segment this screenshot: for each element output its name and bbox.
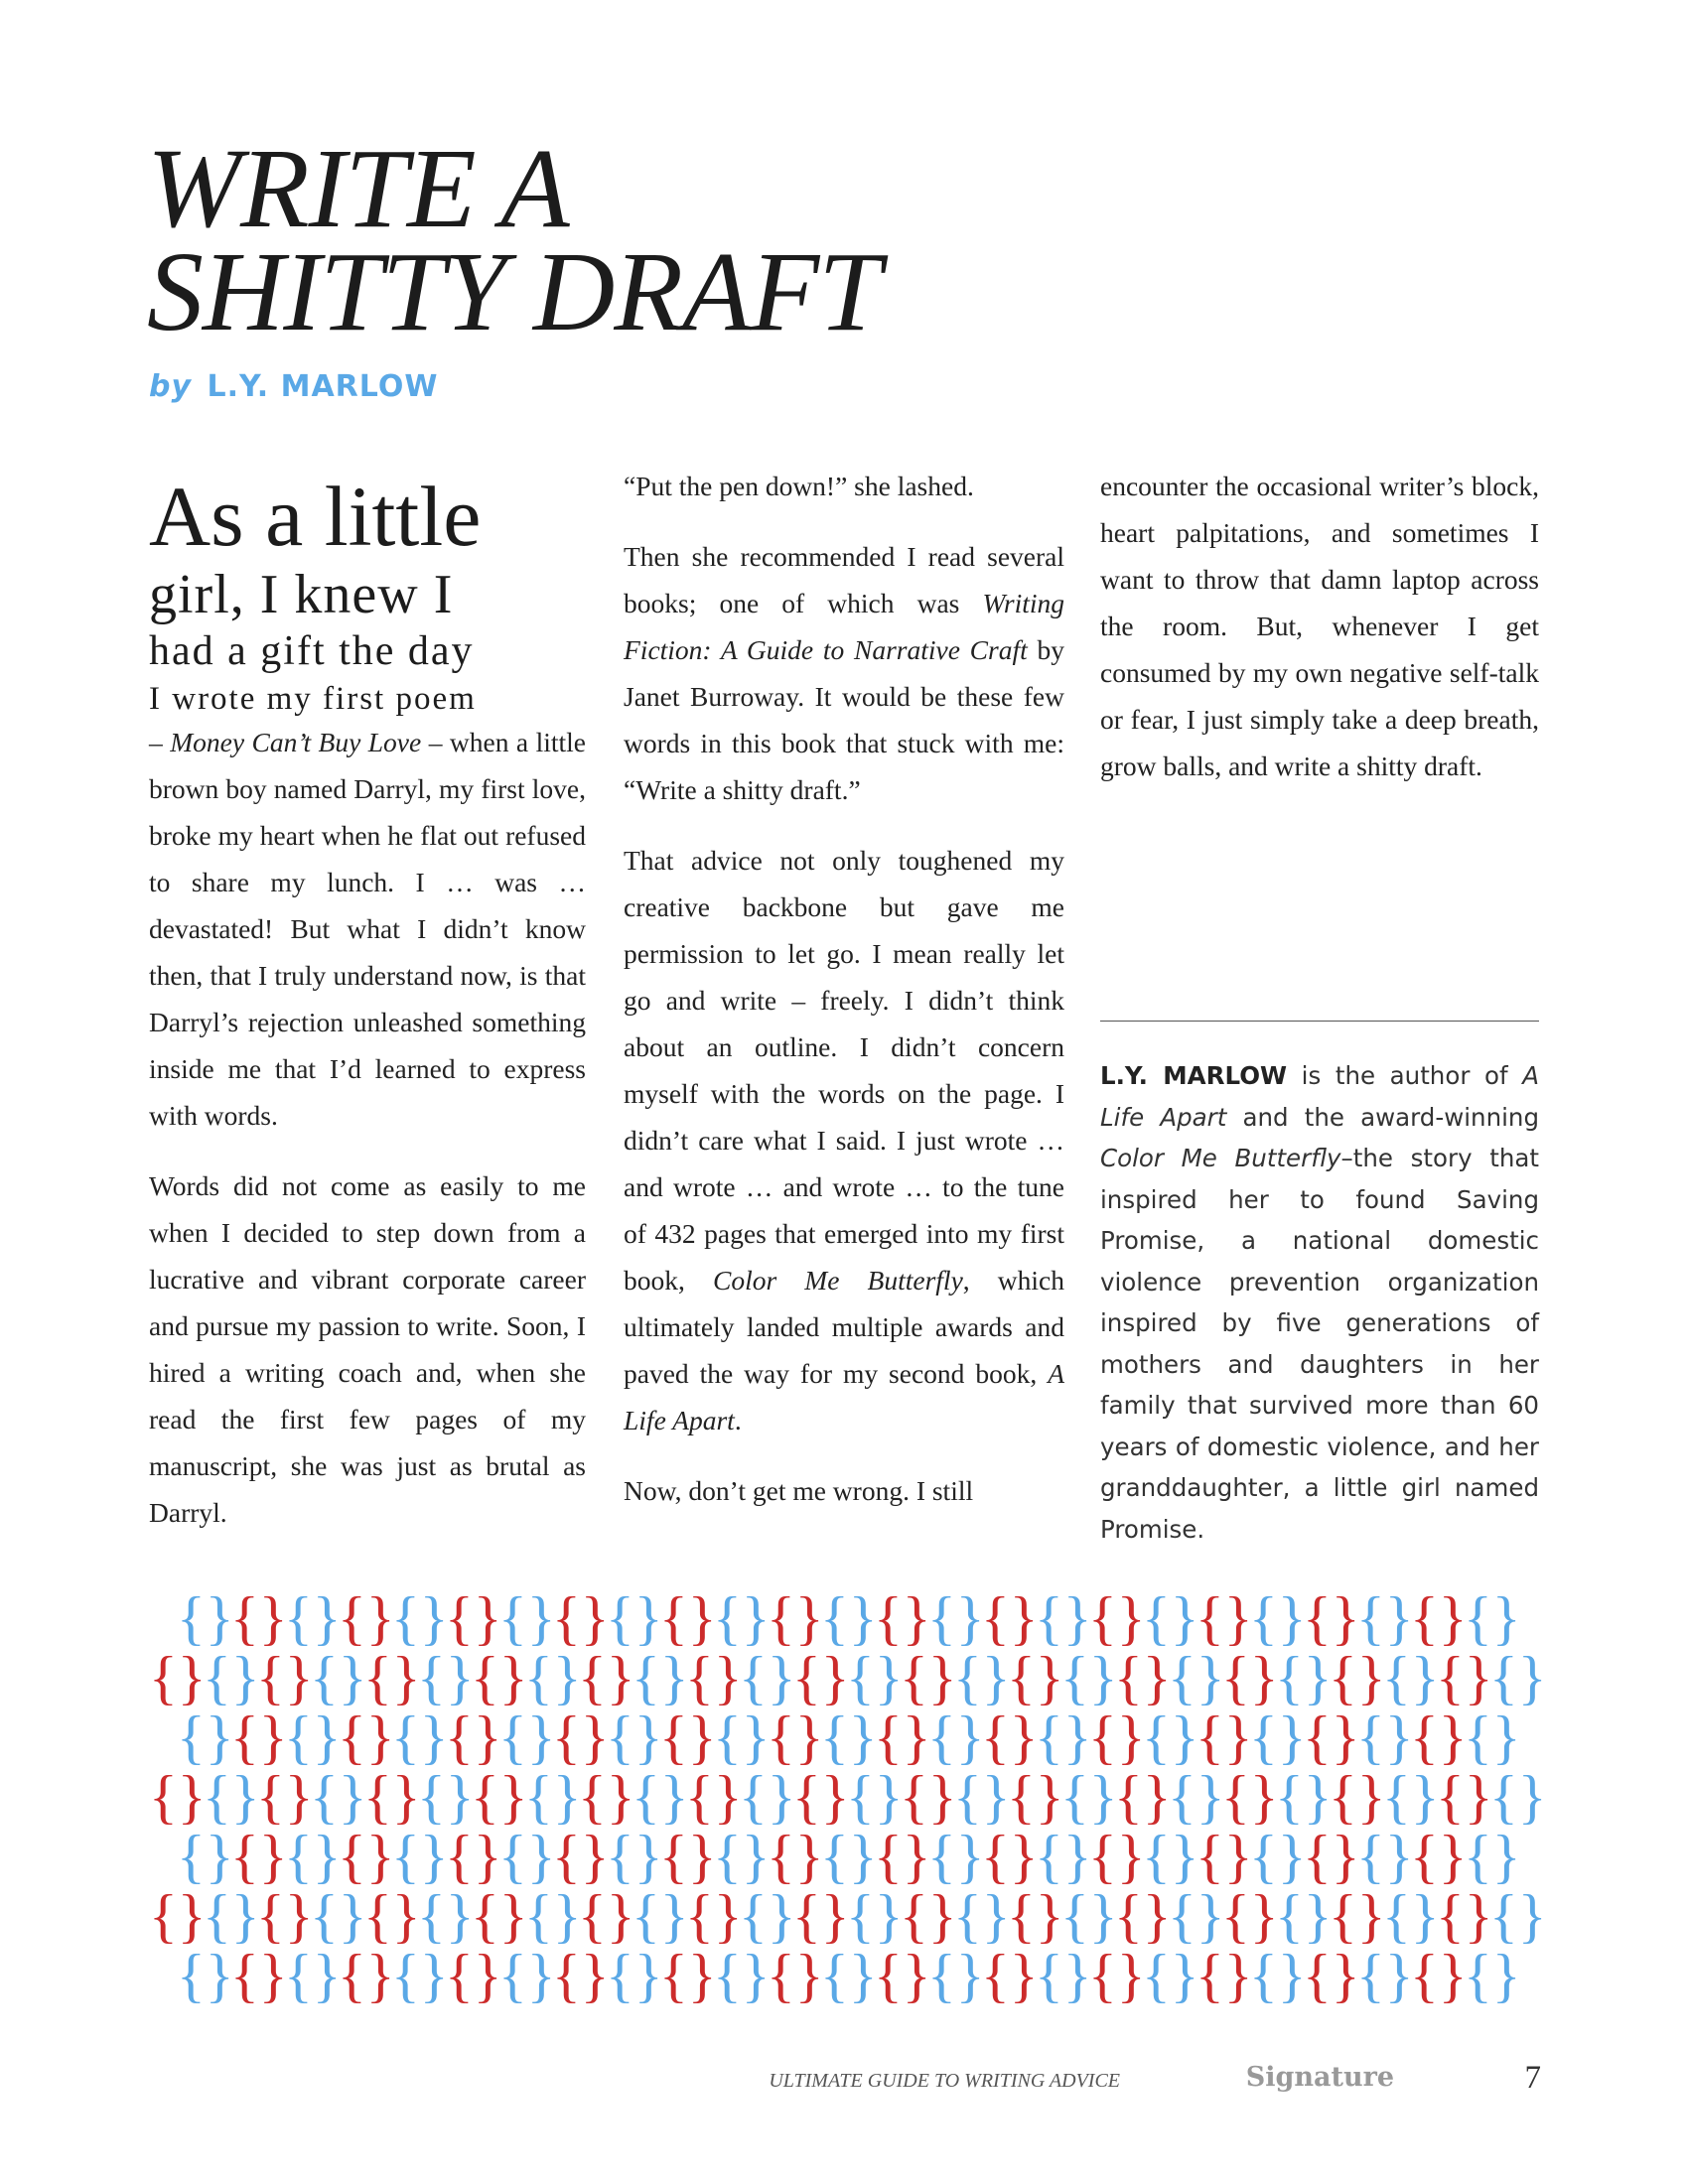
paragraph-text: – when a little brown boy named Darryl, my first love, broke my heart when he flat out refused to share my lunch. I … was … devastated! But what I didn’t know then, that I truly understand now, is that Darryl’s rejection unleashed something inside me that I’d learned to express with words. [149, 727, 587, 1131]
brace-pair: {} [632, 1883, 689, 1949]
brace-pair: {} [981, 1585, 1039, 1651]
brace-pair: {} [1464, 1943, 1521, 2008]
brace-pair: {} [820, 1705, 878, 1770]
brace-pair: {} [981, 1705, 1039, 1770]
brace-pair: {} [659, 1943, 717, 2008]
brace-pair: {} [1275, 1645, 1333, 1710]
brace-pair: {} [498, 1705, 556, 1770]
book-title: Color Me Butterfly [713, 1265, 963, 1296]
brace-pair: {} [498, 1824, 556, 1889]
brace-pair: {} [1088, 1943, 1146, 2008]
brace-pair: {} [203, 1764, 260, 1830]
brace-pair: {} [1249, 1824, 1307, 1889]
page-footer [769, 2060, 1549, 2100]
brace-pair: {} [310, 1645, 367, 1710]
brace-pair: {} [1329, 1645, 1386, 1710]
title-line-1: WRITE A [147, 125, 569, 251]
brace-pair: {} [1410, 1705, 1468, 1770]
brace-pair: {} [1489, 1645, 1547, 1710]
brace-pair: {} [1142, 1585, 1199, 1651]
paragraph-text: . [734, 1405, 742, 1435]
brace-pair: {} [1382, 1764, 1440, 1830]
paragraph: encounter the occasional writer’s block, heart palpitations, and sometimes I want to throw that damn laptop across the room. But, whenever I get consumed by my own negative self-talk or fear, I just simply take a deep breath, grow balls, and write a shitty draft. [1100, 471, 1539, 781]
brace-pair: {} [1356, 1824, 1414, 1889]
brace-pair: {} [203, 1883, 260, 1949]
brace-pair: {} [792, 1883, 850, 1949]
brace-pair: {} [606, 1705, 663, 1770]
brace-pair: {} [739, 1764, 796, 1830]
lead-line-1: As a little [149, 469, 482, 564]
brace-pair: {} [606, 1585, 663, 1651]
brace-pair: {} [363, 1883, 421, 1949]
brace-pair: {} [713, 1824, 771, 1889]
brace-pair: {} [820, 1943, 878, 2008]
brace-pair: {} [1410, 1943, 1468, 2008]
brace-pair: {} [685, 1764, 743, 1830]
brace-pair: {} [177, 1943, 234, 2008]
brace-pair: {} [338, 1705, 395, 1770]
brace-pair: {} [149, 1645, 207, 1710]
brace-pair: {} [1035, 1585, 1092, 1651]
brace-pair: {} [1249, 1943, 1307, 2008]
brace-pair: {} [177, 1705, 234, 1770]
brace-pair: {} [1114, 1764, 1172, 1830]
brace-pair: {} [981, 1824, 1039, 1889]
brace-pair: {} [417, 1645, 475, 1710]
brace-pair: {} [363, 1645, 421, 1710]
brace-pair: {} [338, 1824, 395, 1889]
brace-pair: {} [1329, 1764, 1386, 1830]
brace-pair: {} [1410, 1585, 1468, 1651]
brace-pair: {} [1221, 1645, 1279, 1710]
lead-line-2: girl, I knew I [149, 564, 454, 625]
author-bio [1100, 1055, 1539, 1550]
brace-pair: {} [1142, 1824, 1199, 1889]
brace-pair: {} [1275, 1883, 1333, 1949]
brace-pair: {} [338, 1585, 395, 1651]
brace-pair: {} [363, 1764, 421, 1830]
paragraph-text: , which ultimately landed multiple awards and paved the way for my second book, [624, 1265, 1064, 1389]
brace-pair: {} [713, 1705, 771, 1770]
bio-text: is the author of [1287, 1061, 1523, 1090]
brace-pair: {} [1303, 1824, 1360, 1889]
paragraph-text: Then she recommended I read several books; one of which was [624, 541, 1064, 618]
title-line-2: SHITTY DRAFT [147, 228, 881, 354]
brace-pair: {} [284, 1705, 342, 1770]
brace-pair: {} [792, 1764, 850, 1830]
brace-pair: {} [445, 1943, 502, 2008]
brace-pair: {} [659, 1585, 717, 1651]
brace-pair: {} [391, 1705, 449, 1770]
brace-pair: {} [1464, 1824, 1521, 1889]
brace-pair: {} [606, 1943, 663, 2008]
brace-pair: {} [1088, 1705, 1146, 1770]
paragraph [149, 719, 586, 1139]
brace-pair: {} [1007, 1764, 1064, 1830]
brace-pair: {} [792, 1645, 850, 1710]
brace-pair: {} [1464, 1585, 1521, 1651]
brace-pair: {} [739, 1883, 796, 1949]
poem-title: Money Can’t Buy Love [170, 727, 422, 757]
brace-pair: {} [471, 1764, 528, 1830]
brace-pair: {} [713, 1943, 771, 2008]
brace-pair: {} [1060, 1764, 1118, 1830]
brace-pair: {} [739, 1645, 796, 1710]
article-column-1 [149, 463, 586, 1560]
brace-pair: {} [1088, 1824, 1146, 1889]
brace-pair: {} [1329, 1883, 1386, 1949]
brace-pair: {} [1275, 1764, 1333, 1830]
brace-pair: {} [820, 1824, 878, 1889]
brace-pair: {} [578, 1764, 635, 1830]
brace-pair: {} [927, 1585, 985, 1651]
brace-pair: {} [1168, 1764, 1225, 1830]
brace-pair: {} [1035, 1705, 1092, 1770]
brace-pair: {} [552, 1943, 610, 2008]
brace-pair: {} [1196, 1824, 1253, 1889]
lead-line-4: I wrote my first poem [149, 681, 477, 717]
bio-text: and the award-winning [1226, 1102, 1539, 1132]
brace-pair: {} [767, 1824, 824, 1889]
brace-pair: {} [471, 1883, 528, 1949]
brace-pair: {} [552, 1585, 610, 1651]
brace-pair: {} [1114, 1645, 1172, 1710]
brace-pair: {} [1221, 1883, 1279, 1949]
brace-pair: {} [659, 1705, 717, 1770]
brace-pair: {} [927, 1705, 985, 1770]
brace-pair: {} [445, 1824, 502, 1889]
brace-pair: {} [874, 1943, 931, 2008]
brace-pair: {} [1489, 1764, 1547, 1830]
brace-pair: {} [953, 1645, 1011, 1710]
paragraph: Now, don’t get me wrong. I still [624, 1475, 974, 1506]
brace-pair: {} [1356, 1585, 1414, 1651]
brace-pair: {} [874, 1585, 931, 1651]
brace-pair: {} [1410, 1824, 1468, 1889]
brace-pair: {} [471, 1645, 528, 1710]
drop-cap-lead [149, 469, 586, 721]
brace-pair: {} [256, 1645, 314, 1710]
lead-line-3: had a gift the day [149, 628, 475, 674]
brace-pair: {} [685, 1645, 743, 1710]
brace-pair: {} [391, 1824, 449, 1889]
brace-pair: {} [552, 1824, 610, 1889]
brace-pair: {} [230, 1705, 288, 1770]
brace-pair: {} [1168, 1645, 1225, 1710]
footer-brand: Signature [1245, 2062, 1394, 2093]
brace-pair: {} [846, 1883, 904, 1949]
brace-pair: {} [1436, 1764, 1493, 1830]
brace-pair: {} [606, 1824, 663, 1889]
brace-pattern-graphic [149, 1585, 1547, 2008]
brace-pair: {} [230, 1585, 288, 1651]
brace-pair: {} [1249, 1585, 1307, 1651]
paragraph [624, 533, 1064, 813]
article-title [147, 125, 1239, 354]
brace-pair: {} [149, 1764, 207, 1830]
brace-pair: {} [498, 1585, 556, 1651]
byline-author: L.Y. MARLOW [207, 369, 439, 404]
brace-pair: {} [524, 1883, 582, 1949]
brace-pair: {} [953, 1764, 1011, 1830]
brace-pair: {} [1142, 1705, 1199, 1770]
brace-pattern [149, 1585, 1547, 2008]
brace-pair: {} [767, 1943, 824, 2008]
brace-pair: {} [1060, 1883, 1118, 1949]
brace-pair: {} [900, 1645, 957, 1710]
brace-pair: {} [1464, 1705, 1521, 1770]
dash: – [149, 727, 171, 757]
brace-pair: {} [578, 1883, 635, 1949]
bio-book-title: A Life Apart [1100, 1061, 1539, 1132]
brace-pair: {} [284, 1585, 342, 1651]
brace-pair: {} [1303, 1705, 1360, 1770]
brace-pair: {} [1142, 1943, 1199, 2008]
brace-pair: {} [1436, 1883, 1493, 1949]
brace-pair: {} [820, 1585, 878, 1651]
brace-pair: {} [1196, 1943, 1253, 2008]
brace-pair: {} [1035, 1824, 1092, 1889]
brace-pair: {} [256, 1764, 314, 1830]
brace-pair: {} [1249, 1705, 1307, 1770]
paragraph [624, 837, 1064, 1443]
brace-pair: {} [874, 1705, 931, 1770]
brace-pair: {} [256, 1883, 314, 1949]
brace-pair: {} [498, 1943, 556, 2008]
brace-pair: {} [874, 1824, 931, 1889]
paragraph-text: That advice not only toughened my creative backbone but gave me permission to let go. I mean really let go and write – freely. I didn’t think about an outline. I didn’t concern myself with the words on the page. I didn’t care what I said. I just wrote … and wrote … and wrote … to the tune of 432 pages that emerged into my first book, [624, 845, 1064, 1296]
brace-pair: {} [310, 1883, 367, 1949]
article-column-2 [624, 463, 1064, 1538]
brace-pair: {} [953, 1883, 1011, 1949]
brace-pair: {} [1356, 1705, 1414, 1770]
book-title: A Life Apart [624, 1358, 1064, 1435]
brace-pair: {} [981, 1943, 1039, 2008]
byline [149, 369, 438, 404]
brace-pair: {} [1007, 1883, 1064, 1949]
brace-pair: {} [1303, 1943, 1360, 2008]
brace-pair: {} [1303, 1585, 1360, 1651]
brace-pair: {} [767, 1705, 824, 1770]
brace-pair: {} [1168, 1883, 1225, 1949]
brace-pair: {} [230, 1943, 288, 2008]
book-title: Writing Fiction: A Guide to Narrative Craft [624, 588, 1064, 665]
brace-pair: {} [338, 1943, 395, 2008]
brace-pair: {} [203, 1645, 260, 1710]
brace-pair: {} [149, 1883, 207, 1949]
brace-pair: {} [767, 1585, 824, 1651]
brace-pair: {} [1196, 1705, 1253, 1770]
divider-rule [1100, 1021, 1539, 1022]
brace-pair: {} [417, 1883, 475, 1949]
brace-pair: {} [846, 1645, 904, 1710]
brace-pair: {} [1436, 1645, 1493, 1710]
brace-pair: {} [177, 1585, 234, 1651]
brace-pair: {} [1489, 1883, 1547, 1949]
brace-pair: {} [1007, 1645, 1064, 1710]
brace-pair: {} [685, 1883, 743, 1949]
brace-pair: {} [524, 1764, 582, 1830]
brace-pair: {} [900, 1764, 957, 1830]
page-number: 7 [1524, 2060, 1541, 2096]
brace-pair: {} [632, 1764, 689, 1830]
article-column-3 [1100, 463, 1539, 813]
brace-pair: {} [578, 1645, 635, 1710]
brace-pair: {} [284, 1943, 342, 2008]
footer-guide-title: ULTIMATE GUIDE TO WRITING ADVICE [769, 2070, 1120, 2092]
brace-pair: {} [713, 1585, 771, 1651]
paragraph: “Put the pen down!” she lashed. [624, 471, 974, 501]
brace-pair: {} [230, 1824, 288, 1889]
brace-pair: {} [445, 1585, 502, 1651]
bio-book-title: Color Me Butterfly [1100, 1144, 1341, 1172]
brace-pair: {} [1088, 1585, 1146, 1651]
brace-pair: {} [632, 1645, 689, 1710]
paragraph-text: by Janet Burroway. It would be these few words in this book that stuck with me: “Write a shitty draft.” [624, 634, 1064, 805]
brace-pair: {} [1035, 1943, 1092, 2008]
brace-pair: {} [659, 1824, 717, 1889]
brace-pair: {} [1382, 1645, 1440, 1710]
brace-pair: {} [1221, 1764, 1279, 1830]
brace-pair: {} [552, 1705, 610, 1770]
brace-pair: {} [391, 1943, 449, 2008]
brace-pair: {} [927, 1824, 985, 1889]
brace-pair: {} [927, 1943, 985, 2008]
brace-pair: {} [391, 1585, 449, 1651]
brace-pair: {} [524, 1645, 582, 1710]
brace-pair: {} [417, 1764, 475, 1830]
brace-pair: {} [1114, 1883, 1172, 1949]
byline-by: by [149, 369, 193, 404]
brace-pair: {} [1382, 1883, 1440, 1949]
brace-pair: {} [310, 1764, 367, 1830]
brace-pair: {} [177, 1824, 234, 1889]
brace-pair: {} [1356, 1943, 1414, 2008]
brace-pair: {} [1196, 1585, 1253, 1651]
brace-pair: {} [284, 1824, 342, 1889]
brace-pair: {} [900, 1883, 957, 1949]
bio-text: –the story that inspired her to found Saving Promise, a national domestic violence prevention organization inspired by five generations of mothers and daughters in her family that survived more than 60 years of domestic violence, and her granddaughter, a little girl named Promise. [1100, 1144, 1539, 1544]
brace-pair: {} [846, 1764, 904, 1830]
brace-pair: {} [1060, 1645, 1118, 1710]
paragraph: Words did not come as easily to me when I decided to step down from a lucrative and vibrant corporate career and pursue my passion to write. Soon, I hired a writing coach and, when she read the first few pages of my manuscript, she was just as brutal as Darryl. [149, 1170, 586, 1528]
bio-author-name: L.Y. MARLOW [1100, 1061, 1288, 1090]
brace-pair: {} [445, 1705, 502, 1770]
